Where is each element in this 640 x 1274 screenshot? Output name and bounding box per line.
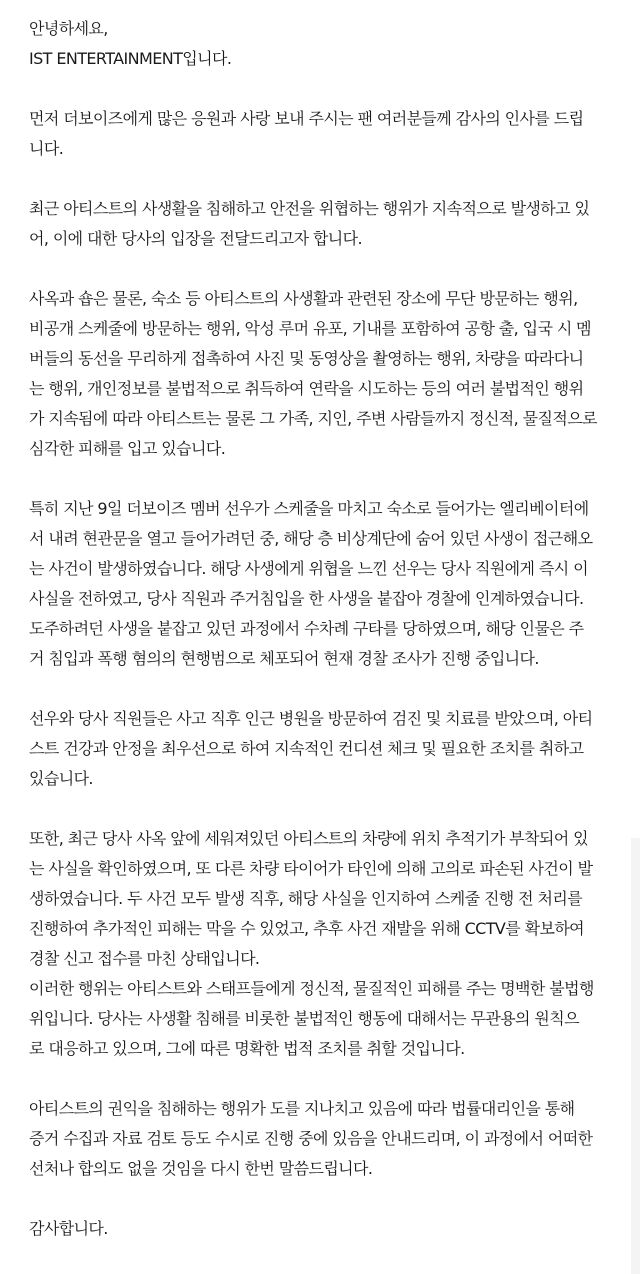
vehicle-incident-paragraph: [29, 824, 629, 1064]
statement-document: [29, 14, 629, 1244]
text-line: 감사합니다.: [29, 1219, 108, 1238]
text-line: 는 사건이 발생하였습니다. 해당 사생에게 위협을 느낀 선우는 당사 직원에게 즉시 이: [29, 559, 588, 578]
purpose-paragraph: [29, 194, 629, 254]
text-line: 비공개 스케줄에 방문하는 행위, 악성 루머 유포, 기내를 포함하여 공항 출, 입국 시 멤: [29, 319, 592, 338]
text-line: 생하였습니다. 두 사건 모두 발생 직후, 해당 사실을 인지하여 스케줄 진행 전 처리를: [29, 889, 583, 908]
text-line: 선우와 당사 직원들은 사고 직후 인근 병원을 방문하여 검진 및 치료를 받았으며, 아티: [29, 709, 593, 728]
text-line: 진행하여 추가적인 피해는 막을 수 있었고, 추후 사건 재발을 위해 CCTV를 확보하여: [29, 919, 585, 938]
text-line: IST ENTERTAINMENT입니다.: [29, 49, 232, 68]
text-line: 스트 건강과 안정을 최우선으로 하여 지속적인 컨디션 체크 및 필요한 조치를 취하고: [29, 739, 584, 758]
thanks-fans-paragraph: [29, 104, 629, 164]
text-line: 는 행위, 개인정보를 불법적으로 취득하여 연락을 시도하는 등의 여러 불법적인 행위: [29, 379, 584, 398]
text-line: 사옥과 숍은 물론, 숙소 등 아티스트의 사생활과 관련된 장소에 무단 방문하는 행위,: [29, 289, 578, 308]
text-line: 도주하려던 사생을 붙잡고 있던 과정에서 수차례 구타를 당하였으며, 해당 인물은 주: [29, 619, 584, 638]
text-line: 사실을 전하였고, 당사 직원과 주거침입을 한 사생을 붙잡아 경찰에 인계하였습니다.: [29, 589, 584, 608]
text-line: 안녕하세요,: [29, 19, 108, 38]
text-line: 위입니다. 당사는 사생활 침해를 비롯한 불법적인 행동에 대해서는 무관용의 원칙으: [29, 1009, 579, 1028]
text-line: 또한, 최근 당사 사옥 앞에 세워져있던 아티스트의 차량에 위치 추적기가 부착되어 있: [29, 829, 588, 848]
greeting-paragraph: [29, 14, 629, 74]
text-line: 버들의 동선을 무리하게 접촉하여 사진 및 동영상을 촬영하는 행위, 차량을 따라다니: [29, 349, 584, 368]
text-line: 선처나 합의도 없을 것임을 다시 한번 말씀드립니다.: [29, 1159, 373, 1178]
text-line: 이러한 행위는 아티스트와 스태프들에게 정신적, 물질적인 피해를 주는 명백한 불법행: [29, 979, 594, 998]
text-line: 있습니다.: [29, 769, 93, 788]
text-line: 로 대응하고 있으며, 그에 따른 명확한 법적 조치를 취할 것입니다.: [29, 1039, 465, 1058]
text-line: 거 침입과 폭행 혐의의 현행범으로 체포되어 현재 경찰 조사가 진행 중입니다.: [29, 649, 539, 668]
text-line: 가 지속됨에 따라 아티스트는 물론 그 가족, 지인, 주변 사람들까지 정신적, 물질적으로: [29, 409, 597, 428]
text-line: 경찰 신고 접수를 마친 상태입니다.: [29, 949, 260, 968]
text-line: 증거 수집과 자료 검토 등도 수시로 진행 중에 있음을 안내드리며, 이 과정에서 어떠한: [29, 1129, 593, 1148]
incident-paragraph: [29, 494, 629, 674]
text-line: 니다.: [29, 139, 64, 158]
text-line: 아티스트의 권익을 침해하는 행위가 도를 지나치고 있음에 따라 법률대리인을 통해: [29, 1099, 575, 1118]
text-line: 심각한 피해를 입고 있습니다.: [29, 439, 226, 458]
text-line: 특히 지난 9일 더보이즈 멤버 선우가 스케줄을 마치고 숙소로 들어가는 엘리베이터에: [29, 499, 589, 518]
treatment-paragraph: [29, 704, 629, 794]
edge-strip: [631, 838, 640, 1274]
text-line: 서 내려 현관문을 열고 들어가려던 중, 해당 층 비상계단에 숨어 있던 사생이 접근해오: [29, 529, 593, 548]
text-line: 어, 이에 대한 당사의 입장을 전달드리고자 합니다.: [29, 229, 363, 248]
text-line: 는 사실을 확인하였으며, 또 다른 차량 타이어가 타인에 의해 고의로 파손된 사건이 발: [29, 859, 593, 878]
legal-action-paragraph: [29, 1094, 629, 1184]
text-line: 먼저 더보이즈에게 많은 응원과 사랑 보내 주시는 팬 여러분들께 감사의 인사를 드립: [29, 109, 584, 128]
closing-paragraph: [29, 1214, 629, 1244]
violations-paragraph: [29, 284, 629, 464]
text-line: 최근 아티스트의 사생활을 침해하고 안전을 위협하는 행위가 지속적으로 발생하고 있: [29, 199, 590, 218]
